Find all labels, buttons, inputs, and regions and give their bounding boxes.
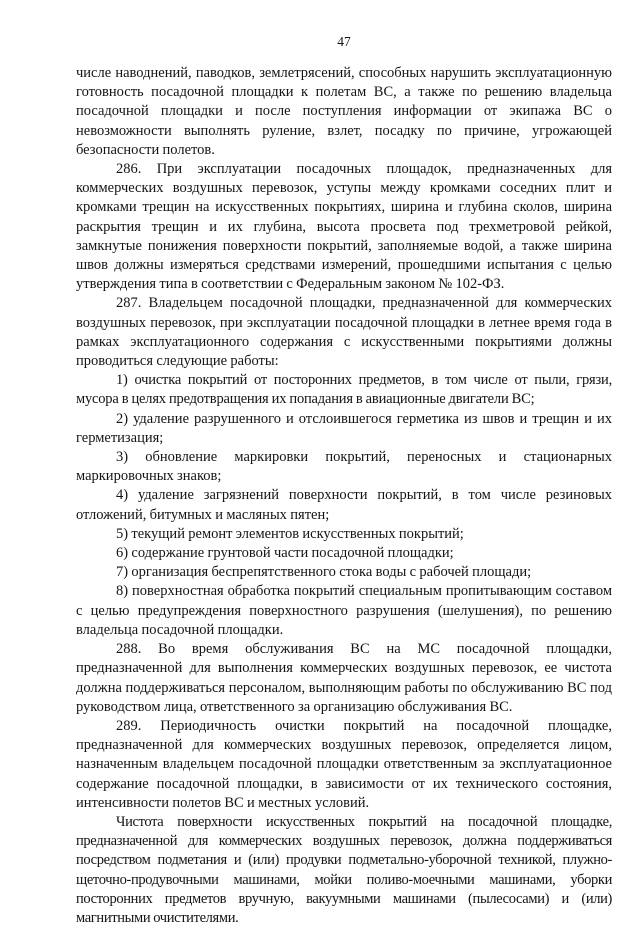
paragraph-cleanliness: Чистота поверхности искусственных покрытий на посадочной площадке, предназначенной для коммерческих воздушных перевозок, должна поддерживаться посредством подметания и (или) продувки подметально-уборочной техникой, плужно-щеточно-продувочными машинами, мойки поливо-моечными машинами, уборки посторонних предметов вручную, вакуумными машинами (пылесосами) и (или) магнитными очистителями. bbox=[76, 813, 612, 926]
paragraph-289: 289. Периодичность очистки покрытий на посадочной площадке, предназначенной для коммерческих воздушных перевозок, определяется лицом, назначенным владельцем посадочной площадки ответственным за эксплуатационное содержание посадочной площадки, в зависимости от их технического состояния, интенсивности полетов ВС и местных условий. bbox=[76, 717, 612, 811]
list-item-4: 4) удаление загрязнений поверхности покрытий, в том числе резиновых отложений, битумных и масляных пятен; bbox=[76, 487, 612, 523]
list-item-6: 6) содержание грунтовой части посадочной площадки; bbox=[116, 545, 454, 562]
body-text bbox=[76, 64, 612, 928]
paragraph-288: 288. Во время обслуживания ВС на МС посадочной площадки, предназначенной для выполнения коммерческих воздушных перевозок, ее чистота должна поддерживаться персоналом, выполняющим работы по обслуживанию ВС под руководством лица, ответственного за организацию обслуживания ВС. bbox=[76, 641, 612, 715]
list-item-5: 5) текущий ремонт элементов искусственных покрытий; bbox=[116, 525, 464, 542]
paragraph-287: 287. Владельцем посадочной площадки, предназначенной для коммерческих воздушных перевозок, при эксплуатации посадочной площадки в летнее время года в рамках эксплуатационного содержания с искусственными покрытиями должны проводиться следующие работы: bbox=[76, 295, 612, 370]
page-number: 47 bbox=[337, 34, 351, 49]
list-item-8: 8) поверхностная обработка покрытий специальным пропитывающим составом с целью предупреждения поверхностного разрушения (шелушения), по решению владельца посадочной площадки. bbox=[76, 583, 612, 638]
paragraph-286: 286. При эксплуатации посадочных площадок, предназначенных для коммерческих воздушных перевозок, уступы между кромками соседних плит и кромками трещин на искусственных покрытиях, ширина и глубина сколов, ширина раскрытия трещин и их глубина, высота просвета под трехметровой рейкой, замкнутые понижения поверхности покрытий, заполняемые водой, а также ширина швов должны измеряться средствами измерений, прошедшими испытания с целью утверждения типа в соответствии с Федеральным законом № 102-ФЗ. bbox=[76, 161, 612, 293]
list-item-1: 1) очистка покрытий от посторонних предметов, в том числе от пыли, грязи, мусора в целях предотвращения их попадания в авиационные двигатели ВС; bbox=[76, 372, 612, 408]
list-item-2: 2) удаление разрушенного и отслоившегося герметика из швов и трещин и их герметизация; bbox=[76, 410, 612, 446]
list-item-3: 3) обновление маркировки покрытий, переносных и стационарных маркировочных знаков; bbox=[76, 449, 612, 485]
list-item-7: 7) организация беспрепятственного стока воды с рабочей площади; bbox=[116, 564, 532, 581]
paragraph-continuation: числе наводнений, паводков, землетрясений, способных нарушить эксплуатационную готовность посадочной площадки к полетам ВС, а также по решению владельца посадочной площадки и после поступления информации от экипажа ВС о невозможности выполнять руление, взлет, посадку по причине, угрожающей безопасности полетов. bbox=[76, 65, 612, 158]
